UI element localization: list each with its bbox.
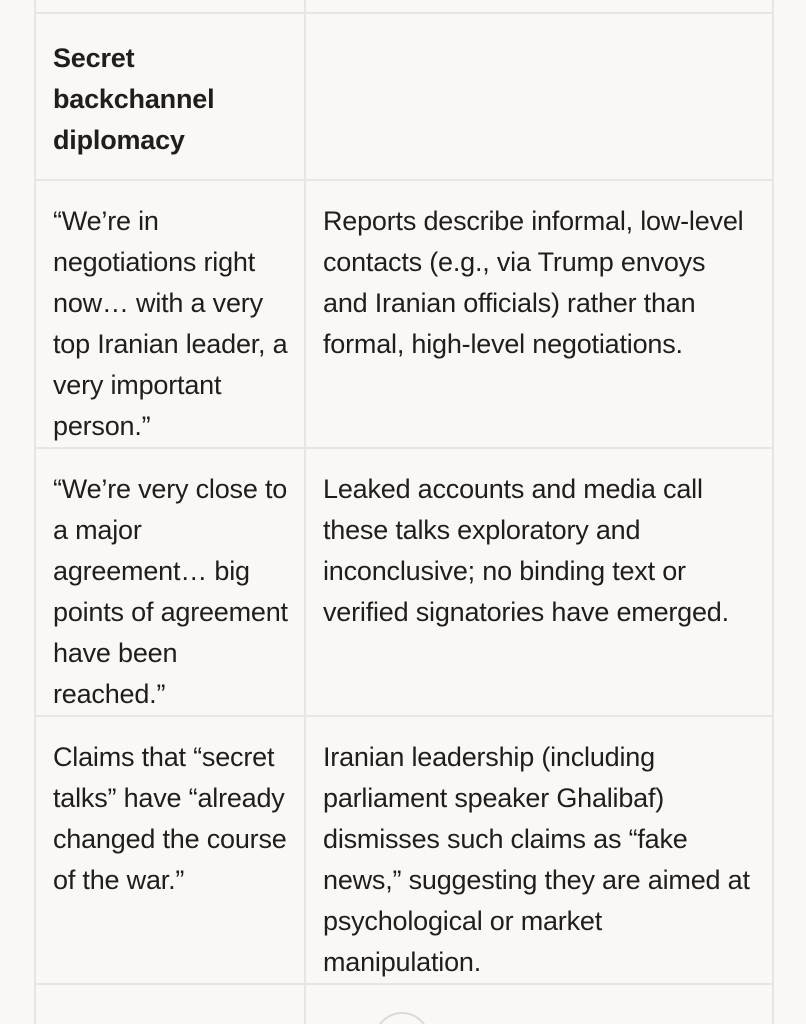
table-cell: [305, 984, 773, 1024]
table-cell: [35, 984, 305, 1024]
comparison-table-container: [34, 0, 772, 1024]
comparison-table: [34, 0, 774, 1024]
table-row: [35, 448, 773, 716]
table-cell: [35, 0, 305, 13]
claim-cell: “We’re in negotiations right now… with a very top Iranian leader, a very important person.”: [35, 180, 305, 448]
table-row: [35, 13, 773, 180]
table-cell: [305, 0, 773, 13]
section-heading-cell: Secret backchannel diplomacy: [35, 13, 305, 180]
reality-cell: Leaked accounts and media call these talks exploratory and inconclusive; no binding text or verified signatories have emerged.: [305, 448, 773, 716]
table-row: [35, 180, 773, 448]
reality-cell: Reports describe informal, low-level contacts (e.g., via Trump envoys and Iranian officials) rather than formal, high-level negotiations.: [305, 180, 773, 448]
claim-cell: Claims that “secret talks” have “already changed the course of the war.”: [35, 716, 305, 984]
table-row: [35, 0, 773, 13]
reality-cell: Iranian leadership (including parliament speaker Ghalibaf) dismisses such claims as “fake news,” suggesting they are aimed at psychological or market manipulation.: [305, 716, 773, 984]
claim-cell: “We’re very close to a major agreement… big points of agreement have been reached.”: [35, 448, 305, 716]
table-cell-empty: [305, 13, 773, 180]
table-row: [35, 716, 773, 984]
